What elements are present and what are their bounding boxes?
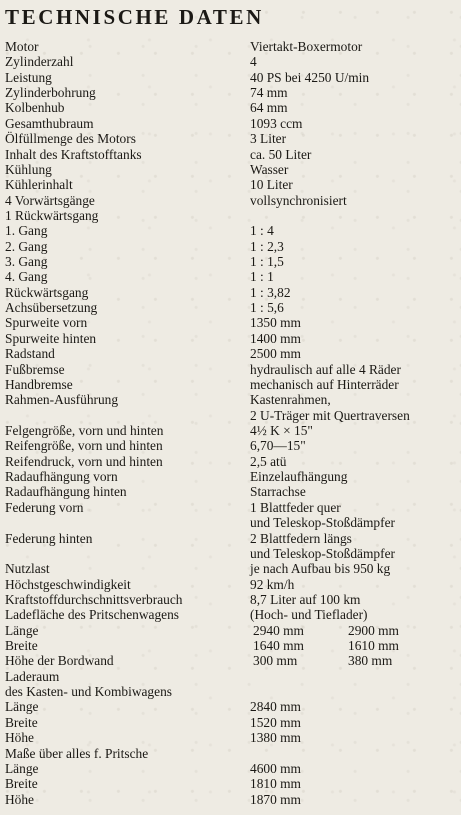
spec-label: 4 Vorwärtsgänge [5,192,95,208]
spec-row [0,223,461,238]
spec-label: Radaufhängung vorn [5,469,118,485]
spec-value: und Teleskop-Stoßdämpfer [250,515,395,531]
spec-row [0,638,461,653]
spec-value: je nach Aufbau bis 950 kg [250,561,391,577]
spec-row [0,147,461,162]
spec-value: 1 : 4 [250,223,274,239]
spec-label: Nutzlast [5,561,50,577]
spec-row [0,285,461,300]
spec-label: Länge [5,760,39,776]
spec-row [0,423,461,438]
spec-row [0,39,461,54]
spec-row [0,438,461,453]
spec-label: Motor [5,39,39,54]
spec-label: Breite [5,638,38,654]
spec-value: 92 km/h [250,576,295,592]
spec-value: 1 : 1 [250,269,274,285]
spec-row [0,761,461,776]
spec-row [0,531,461,546]
spec-value: und Teleskop-Stoßdämpfer [250,545,395,561]
spec-value: vollsynchronisiert [250,192,347,208]
spec-label: Gesamthubraum [5,115,94,131]
spec-row [0,730,461,745]
spec-value: 74 mm [250,85,288,101]
spec-label: Spurweite hinten [5,330,97,346]
spec-row [0,254,461,269]
spec-label: Kraftstoffdurchschnittsverbrauch [5,591,183,607]
spec-value: 64 mm [250,100,288,116]
spec-label: Reifengröße, vorn und hinten [5,438,163,454]
spec-label: Federung hinten [5,530,93,546]
spec-label: Reifendruck, vorn und hinten [5,453,163,469]
spec-table [0,39,461,807]
spec-row [0,623,461,638]
spec-row [0,669,461,684]
spec-value: 40 PS bei 4250 U/min [250,69,370,85]
spec-value: (Hoch- und Tieflader) [250,607,368,623]
spec-value-tieflader: 1610 mm [348,638,399,654]
spec-value: 1 : 3,82 [250,284,291,300]
spec-label: des Kasten- und Kombiwagens [5,684,172,700]
spec-label: Fußbremse [5,361,65,377]
spec-row [0,469,461,484]
spec-row [0,715,461,730]
spec-label: 1 Rückwärtsgang [5,207,99,223]
spec-value-hochlader: 300 mm [253,653,298,669]
spec-row [0,577,461,592]
spec-value: 6,70—15" [250,438,306,454]
spec-label: 4. Gang [5,269,48,285]
spec-value: 1 : 2,3 [250,238,284,254]
spec-value: Einzelaufhängung [250,469,348,485]
spec-label: 1. Gang [5,223,48,239]
spec-value: 1870 mm [250,791,301,807]
spec-row [0,331,461,346]
spec-row [0,70,461,85]
spec-label: Maße über alles f. Pritsche [5,745,149,761]
spec-label: Höhe der Bordwand [5,653,114,669]
spec-value: 3 Liter [250,131,287,147]
spec-row [0,592,461,607]
spec-label: Länge [5,622,39,638]
page-title: TECHNISCHE DATEN [5,5,264,29]
spec-label: Länge [5,699,39,715]
spec-value: 2 Blattfedern längs [250,530,352,546]
spec-row [0,162,461,177]
spec-value: 1093 ccm [250,115,303,131]
spec-label: Felgengröße, vorn und hinten [5,422,164,438]
spec-row [0,300,461,315]
spec-value: 10 Liter [250,177,293,193]
spec-value: 2 U-Träger mit Quertraversen [250,407,410,423]
spec-value: 1 : 5,6 [250,300,284,316]
spec-row [0,116,461,131]
spec-value: 1520 mm [250,714,301,730]
spec-value: 4 [250,54,257,70]
spec-value: 1810 mm [250,776,301,792]
spec-label: Zylinderbohrung [5,85,96,101]
spec-label: Inhalt des Kraftstofftanks [5,146,142,162]
spec-label: Breite [5,714,38,730]
spec-row [0,684,461,699]
spec-value: Wasser [250,161,289,177]
spec-row [0,515,461,530]
spec-row [0,346,461,361]
spec-row [0,362,461,377]
spec-value-tieflader: 2900 mm [348,622,399,638]
spec-value: Viertakt-Boxermotor [250,39,363,54]
spec-row [0,746,461,761]
spec-label: Rückwärtsgang [5,284,89,300]
spec-label: Laderaum [5,668,60,684]
spec-label: Handbremse [5,376,73,392]
spec-value: 1 : 1,5 [250,254,284,270]
spec-value: ca. 50 Liter [250,146,312,162]
spec-value: 1 Blattfeder quer [250,499,341,515]
spec-label: Kühlung [5,161,52,177]
spec-value: mechanisch auf Hinterräder [250,376,399,392]
spec-value: 2840 mm [250,699,301,715]
spec-label: Federung vorn [5,499,84,515]
spec-row [0,792,461,807]
spec-value: 4½ K × 15" [250,422,313,438]
spec-label: Kolbenhub [5,100,65,116]
spec-value-hochlader: 2940 mm [253,622,304,638]
spec-row [0,100,461,115]
spec-row [0,454,461,469]
spec-row [0,131,461,146]
spec-label: 3. Gang [5,254,48,270]
spec-row [0,699,461,714]
spec-row [0,193,461,208]
spec-label: Radaufhängung hinten [5,484,127,500]
spec-row [0,653,461,668]
spec-row [0,377,461,392]
spec-label: Breite [5,776,38,792]
spec-row [0,54,461,69]
spec-value: 2,5 atü [250,453,287,469]
spec-value-hochlader: 1640 mm [253,638,304,654]
spec-row [0,269,461,284]
spec-row [0,500,461,515]
spec-label: Rahmen-Ausführung [5,392,119,408]
spec-label: Achsübersetzung [5,300,98,316]
spec-row [0,546,461,561]
spec-row [0,392,461,407]
spec-row [0,177,461,192]
spec-label: Höchstgeschwindigkeit [5,576,131,592]
spec-label: 2. Gang [5,238,48,254]
spec-row [0,561,461,576]
spec-row [0,239,461,254]
spec-row [0,408,461,423]
spec-row [0,208,461,223]
spec-value: Starrachse [250,484,306,500]
spec-row [0,85,461,100]
spec-value: 2500 mm [250,346,301,362]
spec-value: 1350 mm [250,315,301,331]
spec-value: 8,7 Liter auf 100 km [250,591,361,607]
spec-row [0,315,461,330]
spec-label: Ölfüllmenge des Motors [5,131,136,147]
spec-value: 1380 mm [250,730,301,746]
spec-row [0,776,461,791]
spec-value: Kastenrahmen, [250,392,331,408]
spec-row [0,607,461,622]
spec-label: Höhe [5,791,35,807]
spec-label: Zylinderzahl [5,54,74,70]
spec-value: 4600 mm [250,760,301,776]
spec-label: Ladefläche des Pritschenwagens [5,607,180,623]
spec-label: Leistung [5,69,52,85]
spec-row [0,484,461,499]
spec-value-tieflader: 380 mm [348,653,393,669]
spec-label: Kühlerinhalt [5,177,73,193]
spec-label: Spurweite vorn [5,315,88,331]
spec-value: hydraulisch auf alle 4 Räder [250,361,401,377]
spec-label: Höhe [5,730,35,746]
spec-label: Radstand [5,346,55,362]
spec-value: 1400 mm [250,330,301,346]
